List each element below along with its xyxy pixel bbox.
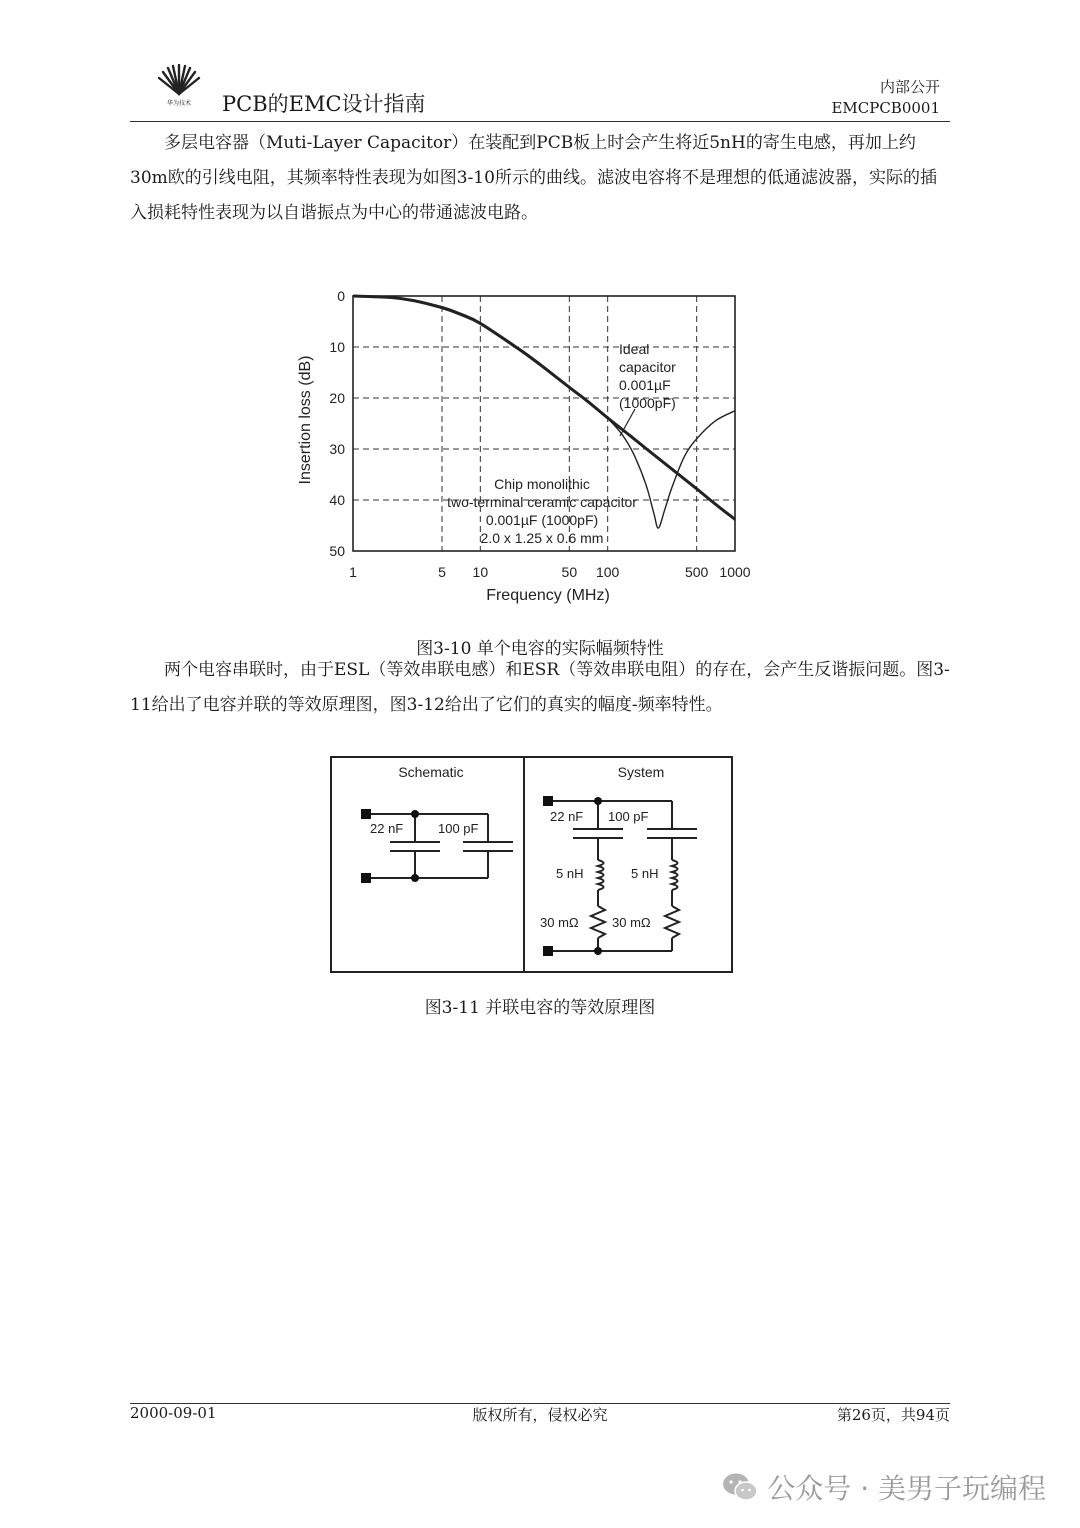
terminal-bottom	[543, 946, 553, 956]
classification-label: 内部公开	[879, 78, 940, 96]
wechat-icon	[721, 1471, 759, 1503]
terminal-bottom	[361, 873, 371, 883]
x-tick-label: 1000	[719, 564, 751, 580]
paragraph-1: 多层电容器（Muti-Layer Capacitor）在装配到PCB板上时会产生将近5nH的寄生电感，再加上约30m欧的引线电阻，其频率特性表现为如图3-10所示的曲线。滤波电容将不是理想的低通滤波器，实际的插入损耗特性表现为以自谐振点为中心的带通滤波电路。	[130, 133, 937, 223]
footer-page-number: 第26页，共94页	[836, 1406, 950, 1424]
schematic-panel	[361, 764, 513, 883]
paragraph-2: 两个电容串联时，由于ESL（等效串联电感）和ESR（等效串联电阻）的存在，会产生反谐振问题。图3-11给出了电容并联的等效原理图，图3-12给出了它们的真实的幅度-频率特性。	[130, 660, 950, 715]
header-rule	[130, 121, 950, 122]
system-panel	[540, 764, 697, 956]
y-tick-label: 20	[329, 390, 345, 406]
schematic-c2-label: 100 pF	[438, 821, 479, 836]
terminal-top	[361, 809, 371, 819]
system-l2-label: 5 nH	[631, 866, 659, 881]
doc-code: EMCPCB0001	[831, 99, 940, 117]
terminal-top	[543, 796, 553, 806]
figure-caption-3-11: 图3-11 并联电容的等效原理图	[424, 998, 656, 1018]
system-c1-label: 22 nF	[550, 809, 584, 824]
y-tick-label: 0	[337, 288, 345, 304]
watermark	[721, 1467, 1046, 1507]
y-axis-label: Insertion loss (dB)	[297, 355, 314, 485]
system-r2-label: 30 mΩ	[612, 915, 651, 930]
parallel-capacitor-circuit	[330, 756, 734, 974]
company-logo	[153, 64, 205, 112]
footer-date: 2000-09-01	[130, 1404, 217, 1422]
x-tick-label: 10	[472, 564, 489, 580]
logo-fan-icon	[153, 64, 205, 108]
x-tick-label: 50	[561, 564, 578, 580]
y-tick-label: 50	[329, 543, 345, 559]
x-axis-label: Frequency (MHz)	[486, 587, 610, 604]
x-tick-label: 500	[684, 564, 709, 580]
footer-copyright: 版权所有，侵权必究	[472, 1406, 608, 1424]
insertion-loss-chart	[280, 282, 780, 612]
schematic-title: Schematic	[398, 764, 464, 780]
watermark-text: 公众号 · 美男子玩编程	[767, 1472, 1046, 1505]
x-tick-label: 100	[595, 564, 620, 580]
x-tick-label: 1	[349, 564, 357, 580]
system-title: System	[617, 764, 665, 780]
annotation-chip-capacitor: Chip monolithic two-terminal ceramic capacitor 0.001µF (1000pF) 2.0 x 1.25 x 0.6 mm	[447, 476, 637, 546]
system-c2-label: 100 pF	[608, 809, 649, 824]
system-l1-label: 5 nH	[556, 866, 584, 881]
system-r1-label: 30 mΩ	[540, 915, 579, 930]
svg-text:华为技术: 华为技术	[166, 101, 192, 107]
y-tick-label: 30	[329, 441, 345, 457]
header-meta	[831, 77, 940, 119]
schematic-c1-label: 22 nF	[370, 821, 404, 836]
annotation-ideal-capacitor: Ideal capacitor 0.001µF (1000pF)	[619, 341, 676, 411]
document-title: PCB的EMC设计指南	[222, 92, 426, 116]
y-tick-label: 40	[329, 492, 345, 508]
x-tick-label: 5	[438, 564, 446, 580]
figure-caption-3-10: 图3-10 单个电容的实际幅频特性	[416, 639, 664, 659]
y-tick-label: 10	[329, 339, 345, 355]
